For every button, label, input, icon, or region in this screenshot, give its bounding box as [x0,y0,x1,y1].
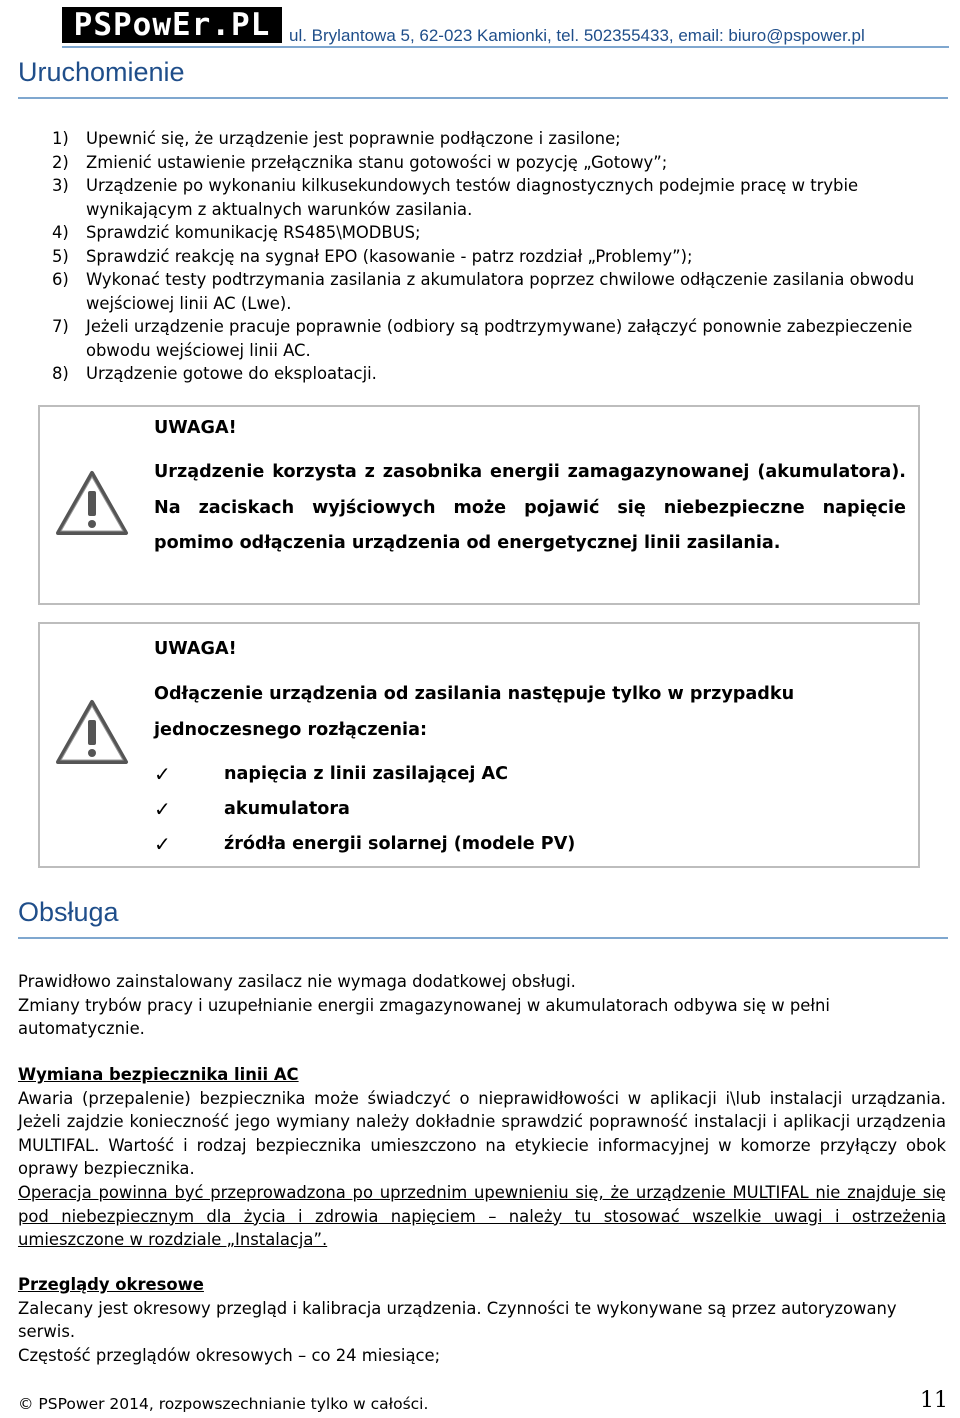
review-frequency: Częstość przeglądów okresowych – co 24 miesiące; [18,1345,441,1365]
warning-text: Urządzenie korzysta z zasobnika energii zamagazynowanej (akumulatora). Na zaciskach wyjściowych może pojawić się niebezpieczne napięcie pomimo odłączenia urządzenia od energetycznej linii zasilania. [154,462,906,553]
header-address: ul. Brylantowa 5, 62-023 Kamionki, tel. 502355433, email: biuro@pspower.pl [289,26,865,45]
disconnect-conditions-list [154,757,575,862]
footer-copyright: © PSPower 2014, rozpowszechnianie tylko w całości. [18,1395,429,1413]
list-item: 2) Zmienić ustawienie przełącznika stanu gotowości w pozycję „Gotowy”; [52,152,668,172]
list-item: 8) Urządzenie gotowe do eksploatacji. [52,364,377,383]
list-item: 3) Urządzenie po wykonaniu kilkusekundowych testów diagnostycznych podejmie pracę w trybie wynikającym z aktualnych warunków zasilania. [52,176,859,219]
startup-steps-list [52,127,948,386]
checkmark-icon: ✓ [154,832,171,856]
list-item: 7) Jeżeli urządzenie pracuje poprawnie (odbiory są podtrzymywane) załączyć ponownie zabezpieczenie obwodu wejściowej linii AC. [52,317,913,360]
periodic-review-section [18,1273,946,1367]
section-divider [18,937,948,939]
warning-box-disconnect [38,622,920,868]
list-item: 4) Sprawdzić komunikację RS485\MODBUS; [52,223,421,242]
list-item: ✓ źródła energii solarnej (modele PV) [154,827,575,862]
list-item: ✓ akumulatora [154,792,575,827]
warning-text: Odłączenie urządzenia od zasilania następuje tylko w przypadku jednoczesnego rozłączenia: [154,684,795,740]
checkmark-icon: ✓ [154,762,171,786]
review-heading: Przeglądy okresowe [18,1275,204,1294]
fuse-text: Awaria (przepalenie) bezpiecznika może świadczyć o nieprawidłowości w aplikacji i\lub instalacji urządzania. Jeżeli zajdzie konieczność jego wymiany należy dokładnie sprawdzić poprawność instalacji i aplikacji urządzenia MULTIFAL. Wartość i rodzaj bezpiecznika umieszczono na etykiecie informacyjnej w komorze przyłączy obok oprawy bezpiecznika. [18,1088,946,1179]
company-logo: PSPowEr.PL [62,7,282,43]
section-divider [18,97,948,99]
list-item: ✓ napięcia z linii zasilającej AC [154,757,575,792]
list-item: 5) Sprawdzić reakcję na sygnał EPO (kasowanie - patrz rozdział „Problemy”); [52,246,693,266]
list-item: 6) Wykonać testy podtrzymania zasilania z akumulatora poprzez chwilowe odłączenie zasilania obwodu wejściowej linii AC (Lwe). [52,270,915,313]
fuse-safety-warning: Operacja powinna być przeprowadzona po uprzednim upewnieniu się, że urządzenie MULTIFAL nie znajduje się pod niebezpiecznym dla życia i zdrowia napięciem – należy tu stosować wszelkie uwagi i ostrzeżenia umieszczone w rozdziale „Instalacja”. [18,1182,946,1250]
checkmark-icon: ✓ [154,797,171,821]
operation-paragraph: Prawidłowo zainstalowany zasilacz nie wymaga dodatkowej obsługi. Zmiany trybów pracy i uzupełnianie energii zmagazynowanej w akumulatorach odbywa się w pełni automatycznie. [18,972,830,1039]
warning-box-battery [38,405,920,605]
warning-title: UWAGA! [154,639,237,659]
review-text: Zalecany jest okresowy przegląd i kalibracja urządzenia. Czynności te wykonywane są przez autoryzowany serwis. [18,1298,897,1342]
fuse-heading: Wymiana bezpiecznika linii AC [18,1065,299,1084]
list-item: 1) Upewnić się, że urządzenie jest poprawnie podłączone i zasilone; [52,129,621,148]
fuse-replacement-section [18,1063,946,1252]
page-number: 11 [920,1388,948,1413]
warning-triangle-icon [54,698,130,766]
warning-title: UWAGA! [154,418,237,438]
section-title-uruchomienie: Uruchomienie [18,57,185,87]
section-title-obsluga: Obsługa [18,897,119,927]
warning-triangle-icon [54,469,130,537]
